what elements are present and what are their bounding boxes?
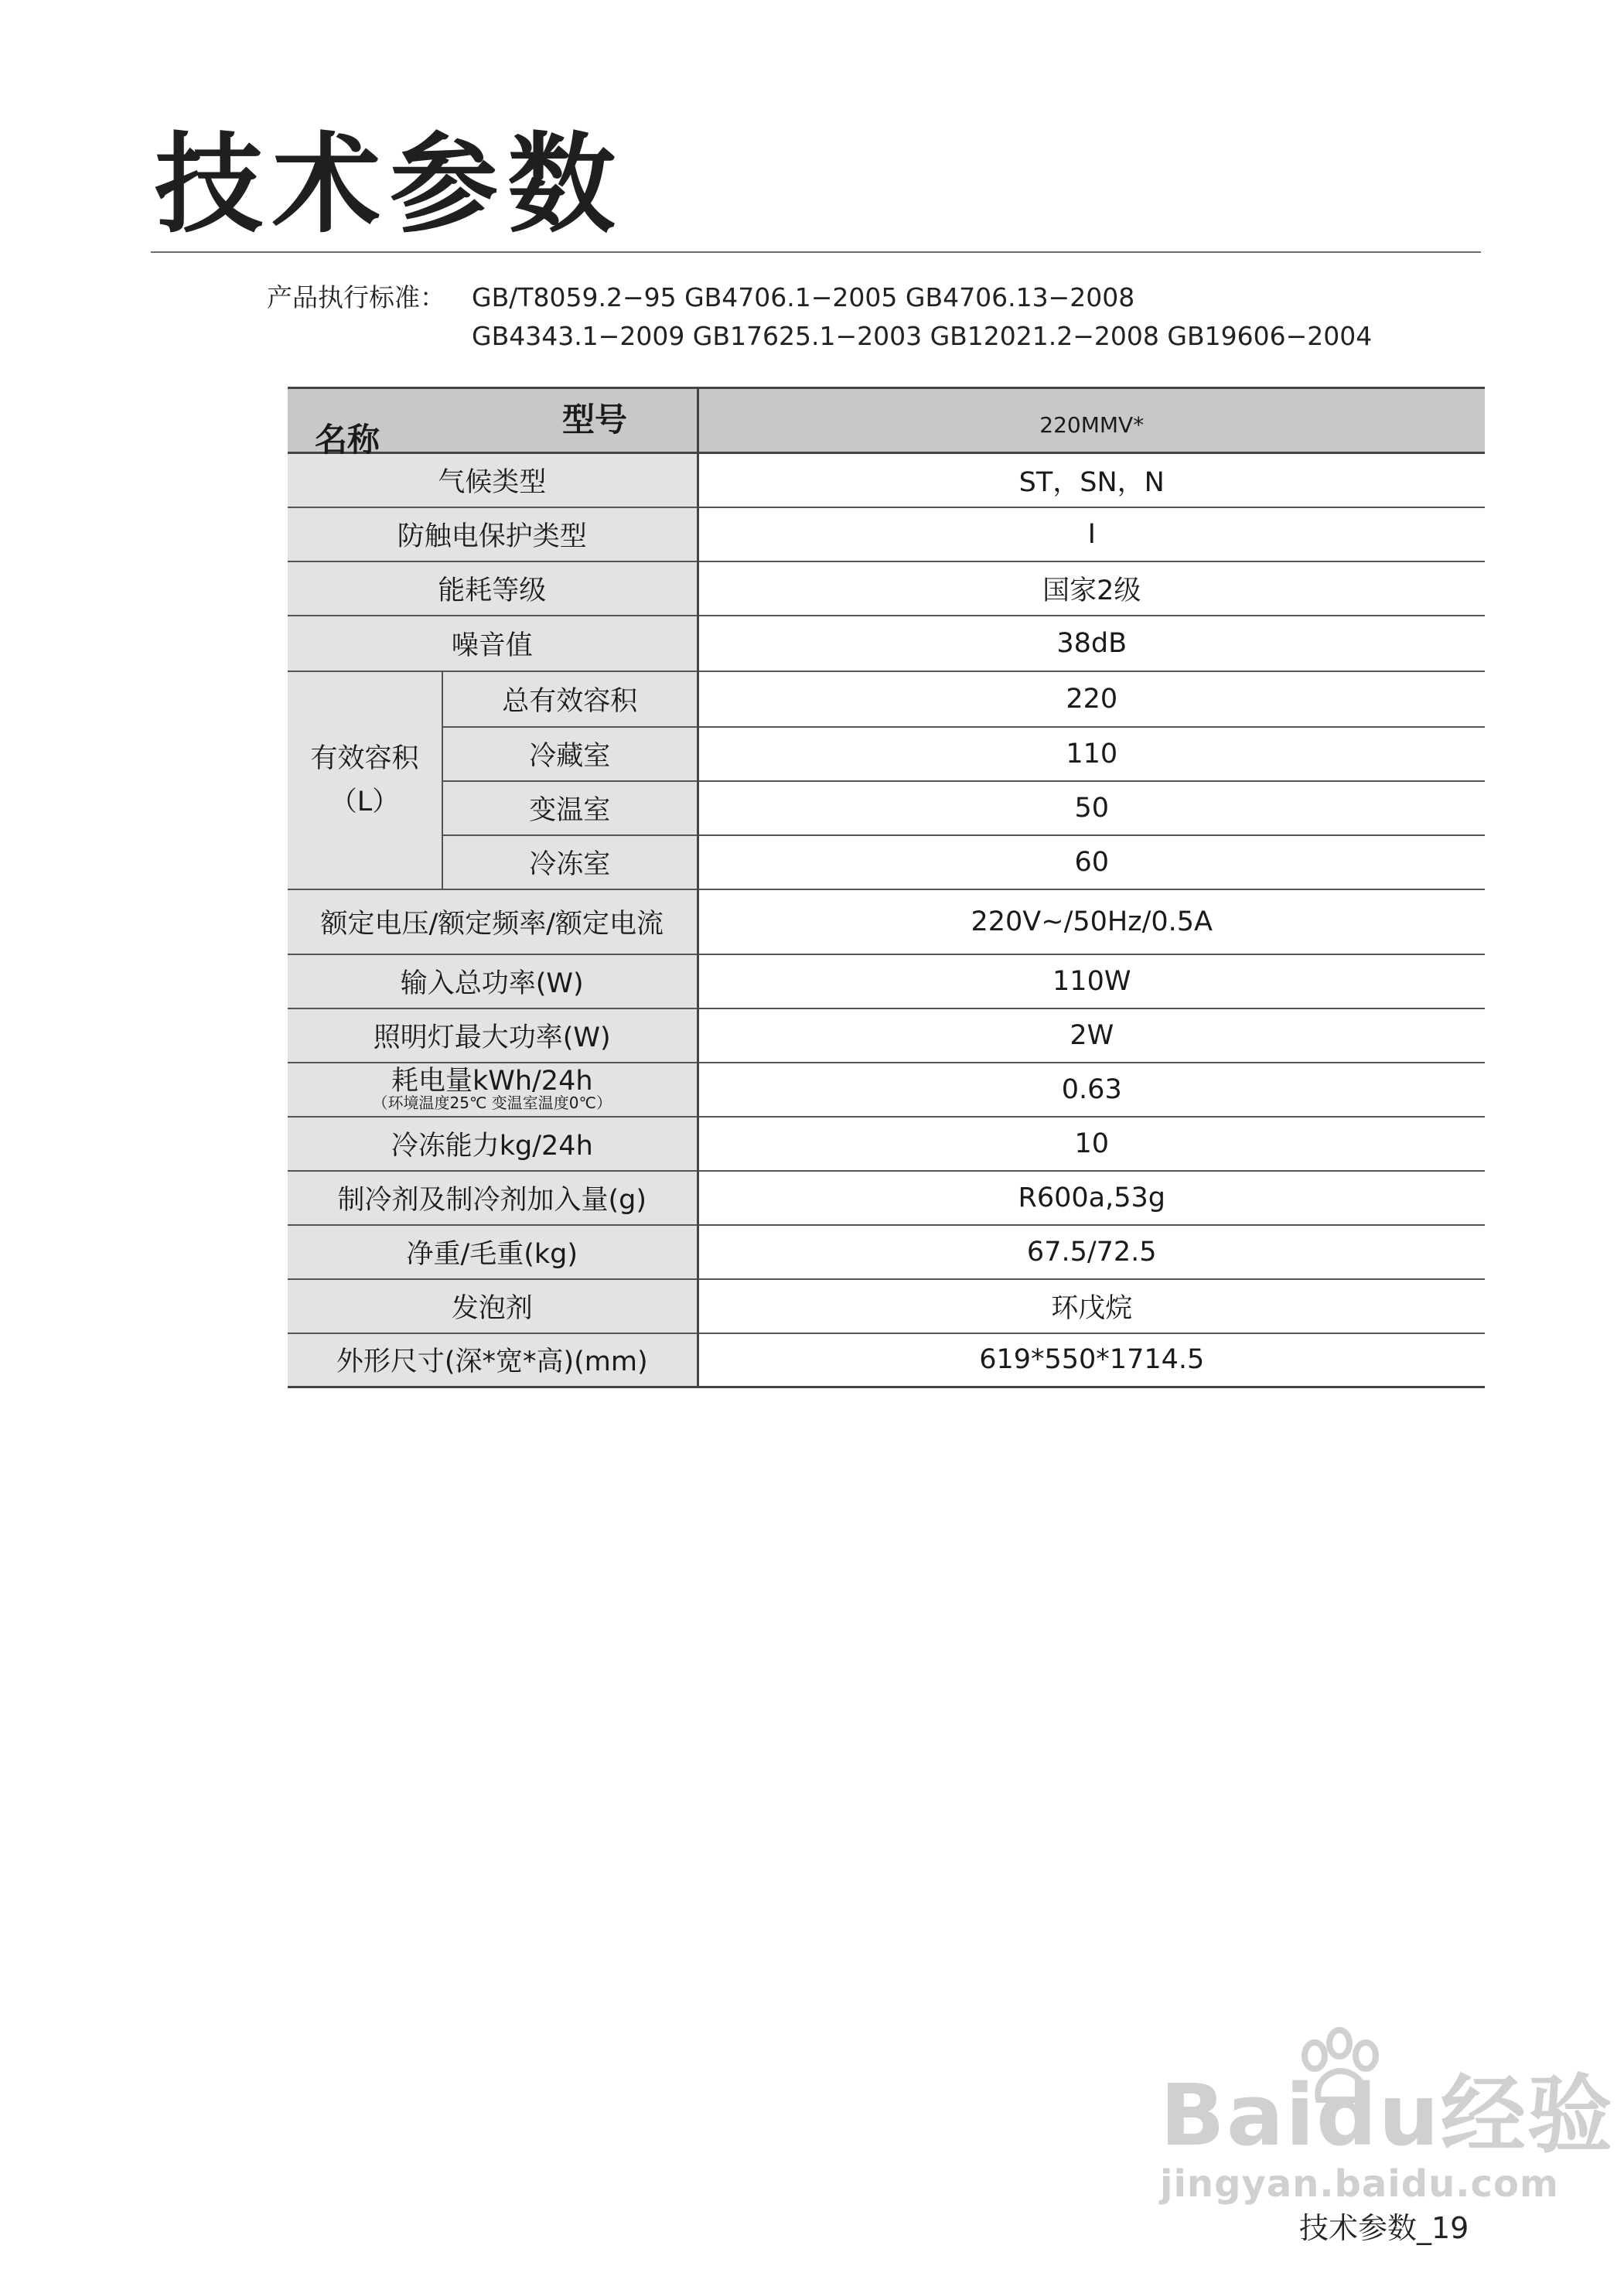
row-value: 0.63: [698, 1063, 1485, 1117]
row-value: 国家2级: [698, 561, 1485, 616]
table-row: [288, 616, 1485, 671]
row-value: 10: [698, 1117, 1485, 1171]
standards-line-1: [267, 278, 1372, 317]
table-row: [288, 507, 1485, 561]
table-row: [288, 1225, 1485, 1279]
row-value: 环戊烷: [698, 1279, 1485, 1333]
product-standards: [267, 278, 1372, 356]
standards-label: 产品执行标准：: [267, 282, 445, 312]
table-header-row: [288, 388, 1485, 453]
row-label: 外形尺寸(深*宽*高)(mm): [288, 1333, 698, 1387]
row-value: R600a,53g: [698, 1171, 1485, 1225]
row-value: 60: [698, 835, 1485, 889]
row-value: 67.5/72.5: [698, 1225, 1485, 1279]
row-label: 防触电保护类型: [288, 507, 698, 561]
table-row: [288, 1008, 1485, 1063]
table-row: [288, 453, 1485, 507]
table-row: [288, 1171, 1485, 1225]
row-label: 额定电压/额定频率/额定电流: [288, 889, 698, 954]
row-value: 619*550*1714.5: [698, 1333, 1485, 1387]
header-model-label: 型号: [562, 400, 628, 439]
title-divider: [151, 251, 1481, 253]
watermark-logo-text: Baidu经验: [1160, 2066, 1614, 2165]
row-value: 2W: [698, 1008, 1485, 1063]
table-row: [288, 561, 1485, 616]
row-value: ST，SN，N: [698, 453, 1485, 507]
volume-group-label: [288, 671, 442, 889]
standards-list-1: GB/T8059.2−95 GB4706.1−2005 GB4706.13−2008: [472, 282, 1135, 312]
row-value: 110W: [698, 954, 1485, 1008]
table-row: [288, 835, 1485, 889]
row-label: 冷藏室: [442, 727, 698, 781]
standards-list-2: GB4343.1−2009 GB17625.1−2003 GB12021.2−2008 GB19606−2004: [472, 321, 1373, 351]
row-label: 净重/毛重(kg): [288, 1225, 698, 1279]
table-row: [288, 954, 1485, 1008]
row-value: 220V~/50Hz/0.5A: [698, 889, 1485, 954]
spec-table: [288, 387, 1485, 1388]
row-value: 50: [698, 781, 1485, 835]
row-label: 耗电量kWh/24h: [391, 1065, 593, 1097]
row-label: 冷冻能力kg/24h: [288, 1117, 698, 1171]
row-label-with-note: [288, 1063, 698, 1117]
row-label: 噪音值: [288, 616, 698, 671]
volume-group-unit: （L）: [329, 786, 400, 817]
row-label-note: （环境温度25℃ 变温室温度0℃）: [372, 1093, 612, 1112]
table-row: [288, 1333, 1485, 1387]
row-value: Ⅰ: [698, 507, 1485, 561]
row-label: 发泡剂: [288, 1279, 698, 1333]
row-label: 总有效容积: [442, 671, 698, 727]
row-label: 能耗等级: [288, 561, 698, 616]
row-label: 照明灯最大功率(W): [288, 1008, 698, 1063]
row-value: 220: [698, 671, 1485, 727]
table-row: [288, 1279, 1485, 1333]
row-label: 冷冻室: [442, 835, 698, 889]
row-value: 110: [698, 727, 1485, 781]
row-value: 38dB: [698, 616, 1485, 671]
row-label: 输入总功率(W): [288, 954, 698, 1008]
table-row: [288, 727, 1485, 781]
table-row: [288, 671, 1485, 727]
page-footer: 技术参数_19: [1299, 2211, 1469, 2245]
table-row: [288, 781, 1485, 835]
table-row: [288, 1063, 1485, 1117]
baidu-jingyan-watermark: [1160, 2066, 1614, 2206]
watermark-url: jingyan.baidu.com: [1160, 2162, 1559, 2206]
table-row: [288, 889, 1485, 954]
header-name-model-cell: [288, 388, 698, 459]
row-label: 制冷剂及制冷剂加入量(g): [288, 1171, 698, 1225]
table-row: [288, 1117, 1485, 1171]
paw-logo-icon: [1291, 2026, 1392, 2111]
header-model-value: 220MMV*: [698, 388, 1485, 453]
volume-group-title: 有效容积: [310, 742, 419, 774]
page-title: 技术参数: [155, 122, 626, 248]
header-name-label: 名称: [315, 420, 380, 459]
row-label: 气候类型: [288, 453, 698, 507]
row-label: 变温室: [442, 781, 698, 835]
